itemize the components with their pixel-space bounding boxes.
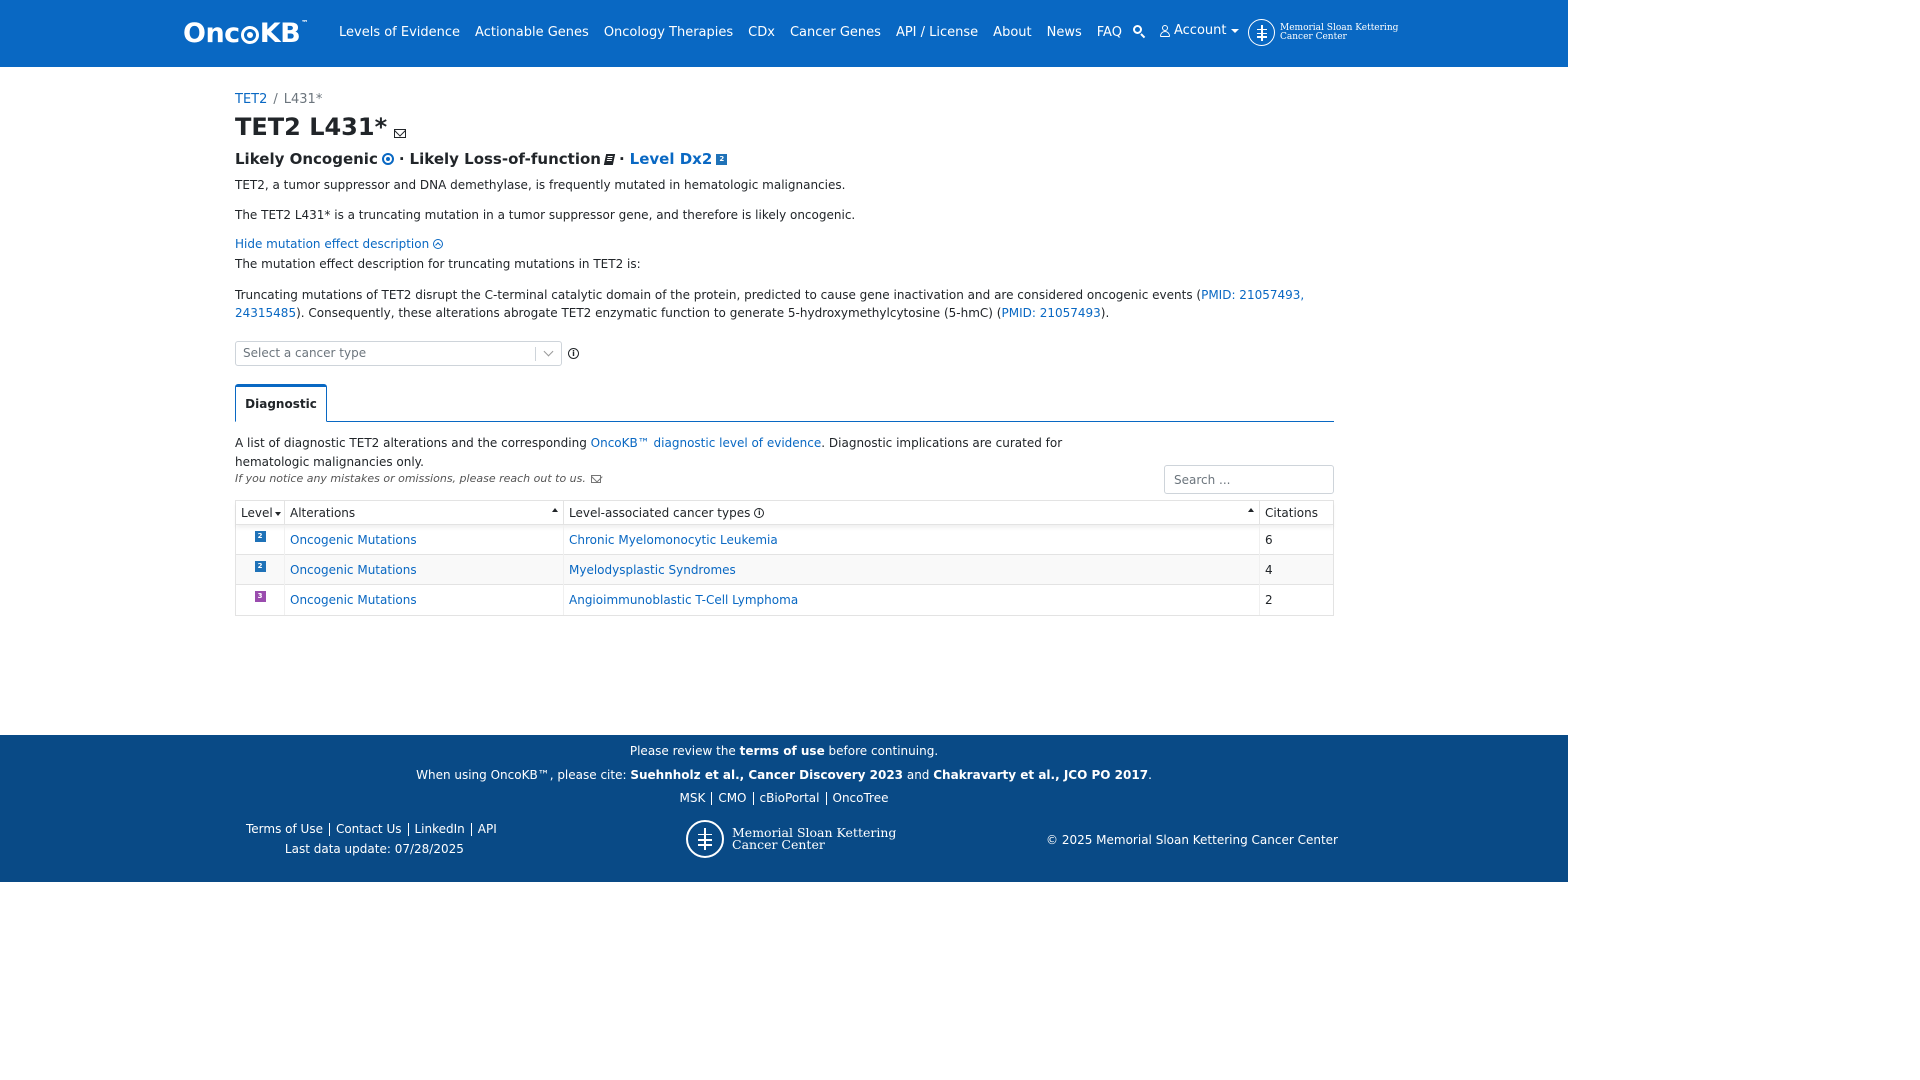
footer-left [246,823,503,856]
nav-faq[interactable]: FAQ [1096,25,1122,40]
copyright: © 2025 Memorial Sloan Kettering Cancer Center [1046,833,1338,847]
msk-line-2: Cancer Center [1280,31,1347,42]
separator-dot: · [618,150,625,168]
footer-link-linkedin[interactable]: LinkedIn [409,823,472,836]
footer-center-links [0,791,1568,805]
column-header-cancer-types[interactable] [564,501,1260,525]
cancer-type-cell [564,585,1260,615]
review-text-2: before continuing. [824,744,939,758]
cancer-type-select[interactable] [235,341,562,366]
oncogenicity-label: Likely Oncogenic [235,150,378,168]
page-title [235,113,406,141]
footer [0,735,1568,882]
footer-link-msk[interactable]: MSK [673,792,712,805]
account-label: Account [1174,23,1227,38]
footer-link-cbioportal[interactable]: cBioPortal [754,792,827,805]
nav-levels-of-evidence[interactable]: Levels of Evidence [339,25,461,40]
chevron-up-circle-icon [433,239,443,249]
alteration-link[interactable]: Oncogenic Mutations [290,563,417,577]
level-cell [236,525,285,555]
feedback-note [235,472,601,485]
effect-text-1: Truncating mutations of TET2 disrupt the C-terminal catalytic domain of the protein, predicted to cause gene inactivation and are considered oncogenic events ( [235,288,1202,302]
diagnostic-description [235,434,1115,472]
hide-mutation-effect-toggle[interactable] [235,237,443,251]
info-icon[interactable]: i [754,508,764,518]
envelope-icon[interactable] [591,475,601,483]
variant-summary-line [235,150,727,168]
envelope-icon[interactable] [394,129,406,138]
review-text-1: Please review the [629,744,740,758]
cite-end: . [1148,768,1152,782]
table-row [236,585,1333,615]
pmid-link-2[interactable]: PMID: 21057493 [1001,306,1101,320]
diagnostic-level-link[interactable]: OncoKB™ diagnostic level of evidence [590,436,822,450]
effect-description [235,286,1325,322]
msk-line-2: Cancer Center [732,837,825,852]
account-dropdown[interactable] [1160,23,1239,38]
column-label: Citations [1265,505,1319,520]
cancer-type-cell [564,555,1260,585]
last-data-update: Last data update: 07/28/2025 [284,842,464,856]
level-link[interactable]: Level Dx2 [629,150,713,168]
table-row [236,525,1333,555]
level-cell [236,555,285,585]
footer-link-terms[interactable]: Terms of Use [246,823,330,836]
alteration-link[interactable]: Oncogenic Mutations [290,593,417,607]
brand-o-icon [241,26,259,44]
alteration-cell [285,585,564,615]
alteration-link[interactable]: Oncogenic Mutations [290,533,417,547]
citations-cell: 2 [1265,593,1273,607]
brand-part-1: Onc [183,18,240,49]
level-cell [236,585,285,615]
table-row [236,555,1333,585]
breadcrumb [235,92,322,107]
column-label: Level [241,505,273,520]
column-label: Alterations [290,505,356,520]
nav-about[interactable]: About [993,25,1032,40]
sort-desc-icon [275,512,281,516]
column-header-alterations[interactable] [285,501,564,525]
sort-asc-icon [552,508,558,512]
tab-diagnostic[interactable]: Diagnostic [235,384,327,422]
info-icon[interactable]: i [568,348,579,359]
nav-news[interactable]: News [1046,25,1082,40]
breadcrumb-gene[interactable]: TET2 [235,92,268,107]
user-icon [1160,25,1170,37]
nav-actionable-genes[interactable]: Actionable Genes [475,25,589,40]
level-badge-icon: 2 [255,561,266,572]
caret-down-icon [1231,29,1239,33]
variant-summary: The TET2 L431* is a truncating mutation in a tumor suppressor gene, and therefore is likely oncogenic. [235,208,856,222]
msk-logo-text [732,824,897,852]
cancer-type-placeholder: Select a cancer type [243,346,367,360]
feedback-note-text: If you notice any mistakes or omissions, please reach out to us. [235,472,586,485]
msk-logo-text [1280,24,1398,42]
cancer-type-link[interactable]: Myelodysplastic Syndromes [569,563,736,577]
column-label: Level-associated cancer types [569,505,751,520]
msk-mark-icon [1248,19,1275,46]
footer-citation [0,768,1568,782]
msk-mark-icon [686,820,724,858]
nav-cancer-genes[interactable]: Cancer Genes [789,25,881,40]
oncogenic-icon [382,153,394,165]
msk-line-1: Memorial Sloan Kettering [1280,22,1399,33]
footer-link-oncotree[interactable]: OncoTree [832,791,889,805]
column-header-citations[interactable] [1260,501,1333,525]
cite-paper-1: Suehnholz et al., Cancer Discovery 2023 [630,768,904,782]
citations-cell: 4 [1265,563,1273,577]
alteration-cell [285,555,564,585]
cancer-type-link[interactable]: Angioimmunoblastic T-Cell Lymphoma [569,593,799,607]
page-title-text: TET2 L431* [235,113,388,141]
msk-logo-footer[interactable] [686,820,896,858]
brand-tm: ™ [301,19,308,27]
tabs-border [235,421,1334,422]
msk-line-1: Memorial Sloan Kettering [732,824,897,840]
brand-part-2: KB [259,18,301,49]
cancer-type-link[interactable]: Chronic Myelomonocytic Leukemia [569,533,778,547]
footer-link-contact[interactable]: Contact Us [330,823,409,836]
cite-paper-2: Chakravarty et al., JCO PO 2017 [933,768,1149,782]
footer-terms-notice [0,744,1568,758]
search-icon[interactable] [1132,24,1146,38]
cite-and: and [903,768,934,782]
footer-link-cmo[interactable]: CMO [712,792,753,805]
breadcrumb-separator: / [273,92,278,107]
book-icon[interactable] [604,154,615,165]
citations-cell: 6 [1265,533,1273,547]
mutation-effect-label: Likely Loss-of-function [409,150,601,168]
gene-summary: TET2, a tumor suppressor and DNA demethylase, is frequently mutated in hematologic malignancies. [235,178,846,192]
diagnostic-desc-1: A list of diagnostic TET2 alterations and the corresponding [235,436,591,450]
effect-text-3: ). [1100,306,1110,320]
level-badge-icon: 3 [255,591,266,602]
cancer-type-cell [564,525,1260,555]
table-search-input[interactable] [1164,465,1334,494]
effect-intro: The mutation effect description for truncating mutations in TET2 is: [235,257,641,271]
hide-link-label: Hide mutation effect description [235,237,430,251]
diagnostic-desc-2: . Diagnostic implications are curated for hematologic malignancies only. [235,436,1063,469]
table-header [236,501,1333,525]
effect-text-2: ). Consequently, these alterations abrogate TET2 enzymatic function to generate 5-hydroxymethylcytosine (5-hmC) ( [296,306,1002,320]
level-2-icon: 2 [716,154,727,165]
column-header-level[interactable] [236,501,285,525]
nav-oncology-therapies[interactable]: Oncology Therapies [603,25,734,40]
cite-text: When using OncoKB™, please cite: [416,768,631,782]
alteration-cell [285,525,564,555]
terms-of-use-link[interactable]: terms of use [739,744,825,758]
nav-right [1132,23,1239,38]
breadcrumb-alteration: L431* [283,92,323,107]
pmid-link-1[interactable]: PMID: 21057493, 24315485 [235,288,1305,320]
oncokb-logo[interactable] [183,16,308,52]
level-badge-icon: 2 [255,531,266,542]
chevron-down-icon[interactable] [544,347,554,357]
nav-api-license[interactable]: API / License [895,25,979,40]
main-nav [339,24,1137,42]
footer-link-api[interactable]: API [477,822,497,836]
separator-dot: · [398,150,405,168]
select-divider [535,347,536,361]
top-navbar [0,0,1568,67]
nav-cdx[interactable]: CDx [748,25,775,40]
msk-logo-header[interactable] [1248,19,1398,46]
sort-asc-icon [1248,508,1254,512]
diagnostic-table [235,500,1334,616]
